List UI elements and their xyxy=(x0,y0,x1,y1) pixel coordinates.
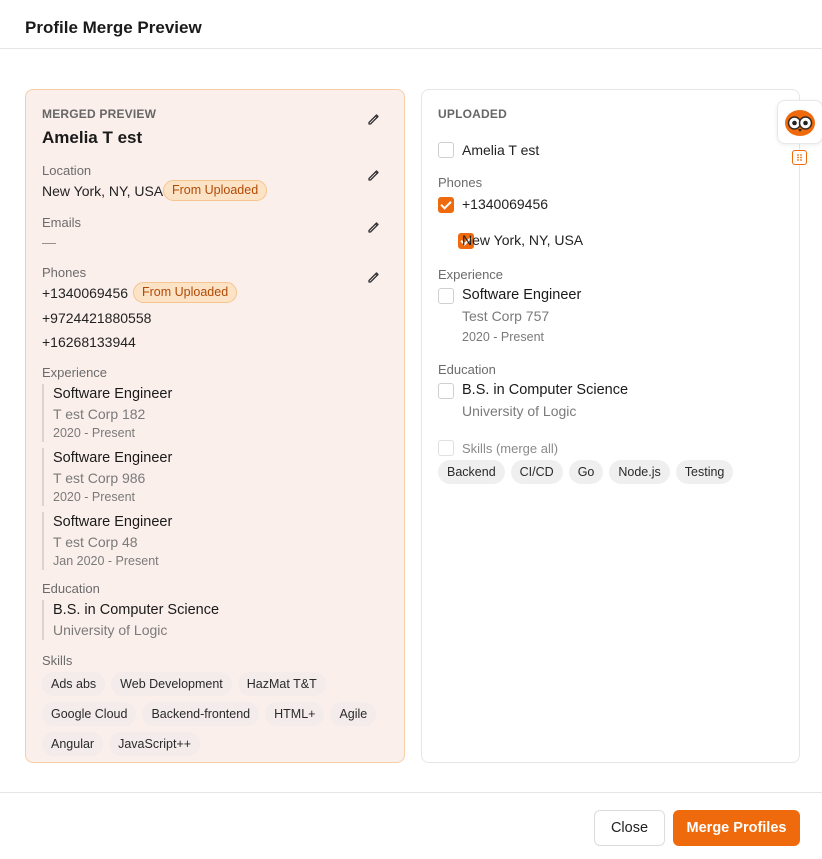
skill-chip: Angular xyxy=(42,732,103,756)
education-item xyxy=(42,600,219,640)
uploaded-education-item xyxy=(462,380,628,422)
company: T est Corp 48 xyxy=(53,534,138,550)
experience-item xyxy=(42,512,172,570)
experience-item xyxy=(42,384,172,442)
phone-checkbox[interactable] xyxy=(438,197,454,213)
skill-chip: HazMat T&T xyxy=(238,672,326,696)
education-label: Education xyxy=(42,581,100,596)
dates: Jan 2020 - Present xyxy=(53,554,159,568)
merged-skills-list xyxy=(42,672,392,756)
experience-checkbox[interactable] xyxy=(438,288,454,304)
uploaded-experience-item xyxy=(462,285,581,347)
phones-label: Phones xyxy=(42,265,87,280)
dates: 2020 - Present xyxy=(53,490,135,504)
skill-chip: Web Development xyxy=(111,672,232,696)
skills-merge-label: Skills (merge all) xyxy=(462,441,559,456)
skills-label: Skills xyxy=(42,653,73,668)
name-checkbox[interactable] xyxy=(438,142,454,158)
phone-item: +1340069456 xyxy=(42,285,129,301)
close-button[interactable]: Close xyxy=(594,810,665,846)
job-title: Software Engineer xyxy=(462,287,582,303)
skill-chip: Backend-frontend xyxy=(142,702,259,726)
merge-profiles-button[interactable]: Merge Profiles xyxy=(673,810,800,846)
location-label: Location xyxy=(42,163,92,178)
school: University of Logic xyxy=(53,622,168,638)
skill-chip: Go xyxy=(569,460,604,484)
pencil-icon[interactable] xyxy=(367,270,381,284)
company: T est Corp 986 xyxy=(53,470,146,486)
emails-value: — xyxy=(42,234,56,250)
emails-label: Emails xyxy=(42,215,82,230)
company: T est Corp 182 xyxy=(53,406,146,422)
company: Test Corp 757 xyxy=(462,308,550,324)
merged-section-title: MERGED PREVIEW xyxy=(42,107,157,121)
pencil-icon[interactable] xyxy=(367,168,381,182)
degree: B.S. in Computer Science xyxy=(53,602,220,618)
merged-name: Amelia T est xyxy=(42,128,143,147)
job-title: Software Engineer xyxy=(53,450,173,466)
location-value: New York, NY, USA xyxy=(42,183,164,199)
school: University of Logic xyxy=(462,403,577,419)
phone-item: +9724421880558 xyxy=(42,310,152,326)
uploaded-skills-list xyxy=(438,460,788,484)
owl-icon xyxy=(778,101,822,145)
uploaded-section-title: UPLOADED xyxy=(438,107,507,121)
skill-chip: CI/CD xyxy=(511,460,563,484)
from-uploaded-badge: From Uploaded xyxy=(133,282,237,303)
uploaded-phone: +1340069456 xyxy=(462,196,549,212)
job-title: Software Engineer xyxy=(53,514,173,530)
assistant-widget[interactable] xyxy=(777,100,822,144)
pencil-icon[interactable] xyxy=(367,112,381,126)
uploaded-panel xyxy=(421,89,800,763)
uploaded-experience-label: Experience xyxy=(438,267,504,282)
skill-chip: Testing xyxy=(676,460,734,484)
uploaded-location: New York, NY, USA xyxy=(462,232,584,248)
phone-item: +16268133944 xyxy=(42,334,136,350)
degree: B.S. in Computer Science xyxy=(462,382,629,398)
modal-title: Profile Merge Preview xyxy=(0,0,822,49)
uploaded-education-label: Education xyxy=(438,362,496,377)
uploaded-phones-label: Phones xyxy=(438,175,483,190)
from-uploaded-badge: From Uploaded xyxy=(163,180,267,201)
pencil-icon[interactable] xyxy=(367,220,381,234)
skill-chip: JavaScript++ xyxy=(109,732,200,756)
skill-chip: Backend xyxy=(438,460,505,484)
education-checkbox[interactable] xyxy=(438,383,454,399)
merged-preview-panel xyxy=(25,89,405,763)
skill-chip: Google Cloud xyxy=(42,702,136,726)
drag-handle-icon[interactable] xyxy=(792,150,807,165)
uploaded-name: Amelia T est xyxy=(462,142,540,158)
skill-chip: Node.js xyxy=(609,460,669,484)
experience-item xyxy=(42,448,172,506)
footer-divider xyxy=(0,792,822,793)
dates: 2020 - Present xyxy=(53,426,135,440)
dates: 2020 - Present xyxy=(462,330,544,344)
experience-label: Experience xyxy=(42,365,108,380)
skills-checkbox[interactable] xyxy=(438,440,454,456)
skill-chip: Ads abs xyxy=(42,672,105,696)
job-title: Software Engineer xyxy=(53,386,173,402)
skill-chip: Agile xyxy=(330,702,376,726)
skill-chip: HTML+ xyxy=(265,702,324,726)
